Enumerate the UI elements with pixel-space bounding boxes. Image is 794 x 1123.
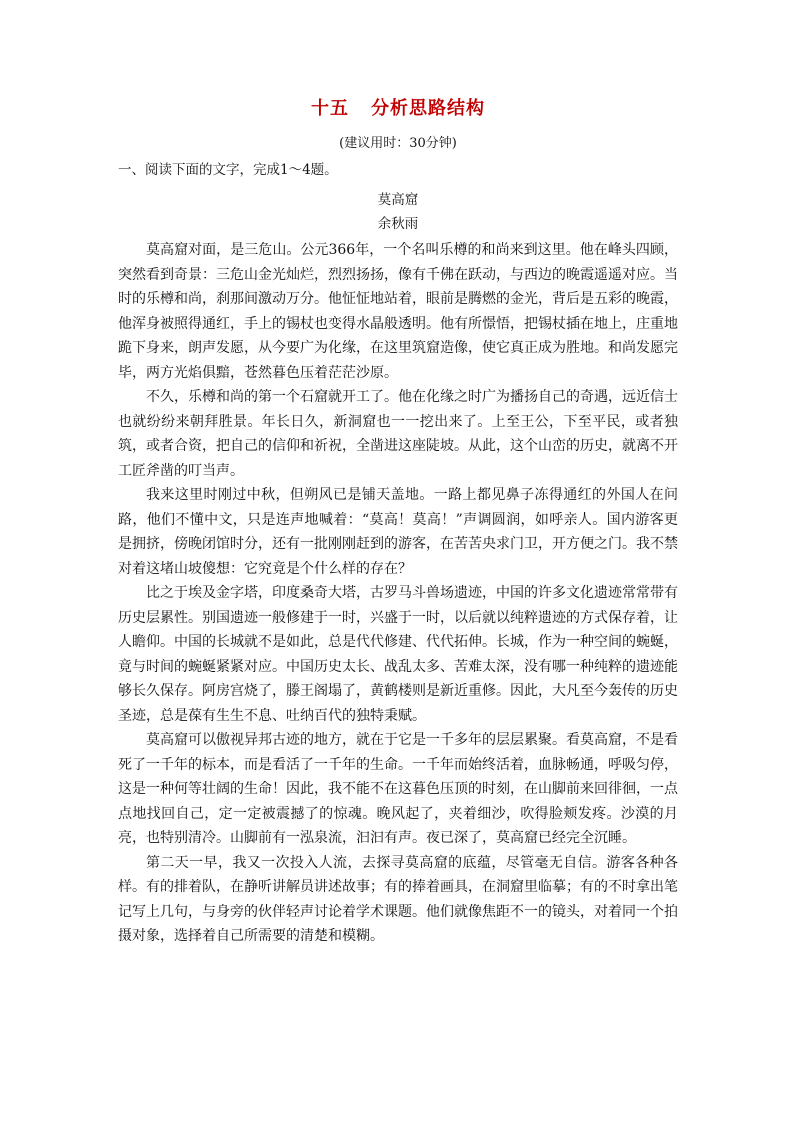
article-paragraph-5: 莫高窟可以傲视异邦古迹的地方，就在于它是一千多年的层层累聚。看莫高窟，不是看死了一千年的标本，而是看活了一千年的生命。一千年而始终活着，血脉畅通，呼吸匀停，这是一种何等壮阔的生命！因此，我不能不在这暮色压顶的时刻，在山脚前来回徘徊，一点点地找回自己，定一定被震撼了的惊魂。晚风起了，夹着细沙，吹得脸颊发疼。沙漠的月亮，也特别清冷。山脚前有一泓泉流，汩汩有声。夜已深了，莫高窟已经完全沉睡。: [118, 732, 678, 846]
article-paragraph-4: 比之于埃及金字塔，印度桑奇大塔，古罗马斗兽场遗迹，中国的许多文化遗迹常常带有历史层累性。别国遗迹一般修建于一时，兴盛于一时，以后就以纯粹遗迹的方式保存着，让人瞻仰。中国的长城就不是如此，总是代代修建、代代拓伸。长城，作为一种空间的蜿蜒，竟与时间的蜿蜒紧紧对应。中国历史太长、战乱太多、苦难太深，没有哪一种纯粹的遗迹能够长久保存。阿房宫烧了，滕王阁塌了，黄鹤楼则是新近重修。因此，大凡至今轰传的历史圣迹，总是葆有生生不息、吐纳百代的独特秉赋。: [118, 585, 678, 724]
time-note: (建议用时：30分钟): [339, 136, 457, 151]
section-title: 分析思路结构: [371, 98, 485, 119]
article-paragraph-6: 第二天一早，我又一次投入人流，去探寻莫高窟的底蕴，尽管毫无自信。游客各种各样。有的排着队，在静听讲解员讲述故事；有的捧着画具，在洞窟里临摹；有的不时拿出笔记写上几句，与身旁的伙伴轻声讨论着学术课题。他们就像焦距不一的镜头，对着同一个拍摄对象，选择着自己所需要的清楚和模糊。: [118, 854, 678, 944]
question-instruction: 一、阅读下面的文字，完成1～4题。: [118, 162, 338, 178]
article-author: 余秋雨: [377, 216, 419, 232]
article-paragraph-1: 莫高窟对面，是三危山。公元366年，一个名叫乐樽的和尚来到这里。他在峰头四顾，突然看到奇景：三危山金光灿烂，烈烈扬扬，像有千佛在跃动，与西边的晚霞遥遥对应。当时的乐樽和尚，刹那间激动万分。他怔怔地站着，眼前是腾燃的金光，背后是五彩的晚霞，他浑身被照得通红，手上的锡杖也变得水晶般透明。他有所憬悟，把锡杖插在地上，庄重地跪下身来，朗声发愿，从今要广为化缘，在这里筑窟造像，使它真正成为胜地。和尚发愿完毕，两方光焰俱黯，苍然暮色压着茫茫沙原。: [118, 242, 678, 381]
article-title: 莫高窟: [377, 192, 419, 208]
article-paragraph-3: 我来这里时刚过中秋，但朔风已是铺天盖地。一路上都见鼻子冻得通红的外国人在问路，他们不懂中文，只是连声地喊着：“莫高！莫高！”声调圆润，如呼亲人。国内游客更是拥挤，傍晚闭馆时分，还有一批刚刚赶到的游客，在苦苦央求门卫，开方便之门。我不禁对着这堵山坡傻想：它究竟是个什么样的存在？: [118, 487, 678, 577]
article-paragraph-2: 不久，乐樽和尚的第一个石窟就开工了。他在化缘之时广为播扬自己的奇遇，远近信士也就纷纷来朝拜胜景。年长日久，新洞窟也一一挖出来了。上至王公，下至平民，或者独筑，或者合资，把自己的信仰和祈祝，全凿进这座陡坡。从此，这个山峦的历史，就离不开工匠斧凿的叮当声。: [118, 389, 678, 479]
section-number: 十五: [311, 98, 349, 119]
page-title: [118, 96, 678, 122]
document-page: [118, 96, 678, 949]
